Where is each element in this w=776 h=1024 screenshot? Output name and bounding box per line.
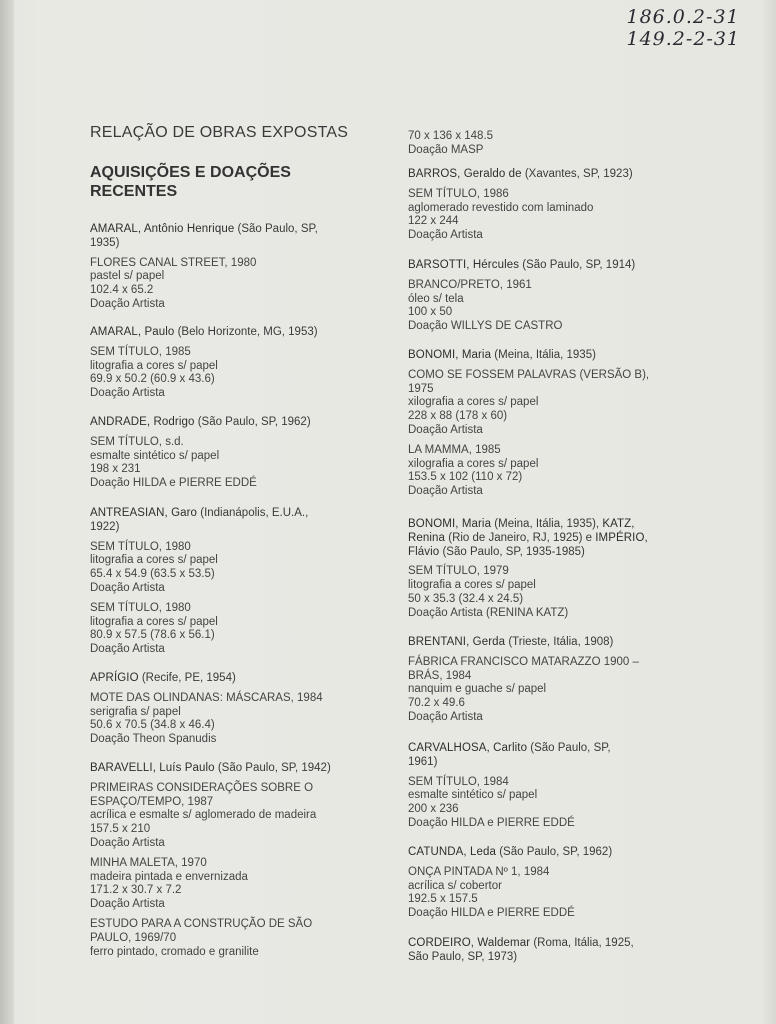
work-item: [90, 692, 370, 747]
work-donor: Doação Artista: [408, 423, 483, 436]
work-item: [90, 857, 370, 912]
artist-heading: [90, 507, 370, 535]
work-title: FÁBRICA FRANCISCO MATARAZZO 1900 –: [408, 655, 639, 668]
work-medium: litografia a cores s/ papel: [90, 615, 218, 628]
artist-entry: [408, 168, 688, 249]
work-dimensions: 100 x 50: [408, 306, 453, 319]
artist-info: 1935): [90, 236, 120, 249]
artist-entry: [90, 416, 370, 497]
work-item: [408, 369, 688, 438]
work-medium: esmalte sintético s/ papel: [90, 449, 220, 462]
artist-name: BRENTANI, Gerda: [408, 636, 506, 648]
artist-name: CARVALHOSA, Carlito: [408, 742, 528, 754]
work-donor: Doação Artista: [408, 229, 483, 242]
work-dimensions: 102.4 x 65.2: [90, 284, 154, 297]
work-title: SEM TÍTULO, 1984: [408, 775, 509, 788]
work-dimensions: 50 x 35.3 (32.4 x 24.5): [408, 592, 524, 605]
artist-heading: [408, 168, 688, 182]
catalog-mark-2: 149.2-2-31: [626, 28, 740, 50]
work-donor: Doação Artista: [408, 485, 483, 498]
artist-heading: [90, 672, 370, 686]
work-medium: litografia a cores s/ papel: [90, 359, 218, 372]
work-medium: madeira pintada e envernizada: [90, 870, 248, 883]
work-title: SEM TÍTULO, 1979: [408, 565, 509, 578]
work-dimensions: 70.2 x 49.6: [408, 697, 465, 710]
continued-entry: [408, 130, 688, 164]
artist-info: (Trieste, Itália, 1908): [505, 636, 614, 648]
artist-info: (São Paulo, SP, 1942): [214, 762, 331, 774]
artist-info: (São Paulo, SP,: [527, 742, 611, 754]
artist-heading: [90, 223, 370, 251]
work-item: [408, 279, 688, 334]
work-dimensions: 80.9 x 57.5 (78.6 x 56.1): [90, 629, 215, 642]
work-item: [90, 346, 370, 401]
work-dimensions: 228 x 88 (178 x 60): [408, 410, 508, 423]
work-dimensions: 65.4 x 54.9 (63.5 x 53.5): [90, 568, 215, 581]
artist-info: (Roma, Itália, 1925,: [530, 937, 634, 949]
work-title: ESTUDO PARA A CONSTRUÇÃO DE SÃO: [90, 917, 313, 930]
artist-entry: [408, 518, 688, 627]
work-title: MINHA MALETA, 1970: [90, 856, 207, 869]
work-dimensions: 192.5 x 157.5: [408, 893, 478, 906]
section-heading: AQUISIÇÕES E DOAÇÕES RECENTES: [90, 164, 291, 200]
artist-info: (Meina, Itália, 1935),: [491, 518, 603, 530]
artist-entry: [408, 742, 688, 837]
page-title: RELAÇÃO DE OBRAS EXPOSTAS: [90, 124, 349, 141]
work-donor: Doação MASP: [408, 143, 484, 156]
work-title: SEM TÍTULO, 1980: [90, 540, 191, 553]
work-title: SEM TÍTULO, 1980: [90, 601, 191, 614]
work-dimensions: 171.2 x 30.7 x 7.2: [90, 884, 182, 897]
work-item: [408, 866, 688, 921]
artist-info: (Recife, PE, 1954): [138, 672, 236, 684]
artist-name: CATUNDA, Leda: [408, 846, 497, 858]
work-item: [408, 130, 688, 158]
artist-info: 1922): [90, 520, 120, 533]
artist-name: BONOMI, Maria: [408, 518, 492, 530]
artist-name: ANTREASIAN, Garo: [90, 507, 198, 519]
artist-heading: [408, 742, 688, 770]
catalog-mark-1: 186.0.2-31: [626, 6, 740, 28]
artist-heading: [408, 518, 688, 559]
artist-entry: [408, 349, 688, 505]
artist-info: (São Paulo, SP, 1962): [496, 846, 613, 858]
work-dimensions: 69.9 x 50.2 (60.9 x 43.6): [90, 373, 215, 386]
artist-name: BARAVELLI, Luís Paulo: [90, 762, 215, 774]
work-medium: acrílica e esmalte s/ aglomerado de madeira: [90, 809, 317, 822]
work-medium: litografia a cores s/ papel: [90, 554, 218, 567]
work-medium: esmalte sintético s/ papel: [408, 789, 538, 802]
artist-name: AMARAL, Paulo: [90, 326, 175, 338]
work-item: [408, 188, 688, 243]
work-donor: Doação Artista: [90, 643, 165, 656]
artist-heading: [90, 762, 370, 776]
artist-name: Flávio: [408, 545, 440, 558]
work-medium: serigrafia s/ papel: [90, 705, 181, 718]
work-dimensions: 198 x 231: [90, 463, 141, 476]
artist-name: BONOMI, Maria: [408, 349, 492, 361]
artist-entry: [408, 259, 688, 340]
work-item: [408, 656, 688, 725]
work-title: COMO SE FOSSEM PALAVRAS (VERSÃO B),: [408, 368, 650, 381]
work-dimensions: 50.6 x 70.5 (34.8 x 46.4): [90, 719, 215, 732]
artist-entry: [90, 223, 370, 318]
work-item: [90, 257, 370, 312]
work-medium: xilografia a cores s/ papel: [408, 457, 539, 470]
artist-entry: [90, 762, 370, 965]
work-donor: Doação HILDA e PIERRE EDDÉ: [90, 477, 257, 490]
artist-info: (São Paulo, SP,: [234, 223, 318, 235]
work-title: ONÇA PINTADA Nº 1, 1984: [408, 865, 550, 878]
work-medium: aglomerado revestido com laminado: [408, 201, 594, 214]
artist-heading: [408, 846, 688, 860]
work-title: 1975: [408, 382, 434, 395]
work-donor: Doação Theon Spanudis: [90, 733, 217, 746]
artist-info: (São Paulo, SP, 1914): [519, 259, 636, 271]
work-title: BRÁS, 1984: [408, 669, 472, 682]
work-title: MOTE DAS OLINDANAS: MÁSCARAS, 1984: [90, 691, 323, 704]
artist-name: BARROS, Geraldo de: [408, 168, 522, 180]
artist-name: KATZ,: [602, 518, 635, 530]
work-item: [90, 436, 370, 491]
artist-info: (Indianápolis, E.U.A.,: [197, 507, 309, 519]
work-dimensions: 70 x 136 x 148.5: [408, 130, 494, 142]
work-donor: Doação Artista (RENINA KATZ): [408, 606, 569, 619]
work-dimensions: 153.5 x 102 (110 x 72): [408, 471, 523, 484]
artist-info: 1961): [408, 755, 438, 768]
artist-name: AMARAL, Antônio Henrique: [90, 223, 235, 235]
work-donor: Doação Artista: [408, 710, 483, 723]
work-dimensions: 200 x 236: [408, 803, 459, 816]
work-donor: Doação Artista: [90, 387, 165, 400]
work-medium: ferro pintado, cromado e granilite: [90, 945, 259, 958]
work-medium: acrílica s/ cobertor: [408, 879, 502, 892]
artist-name: APRÍGIO: [90, 672, 139, 684]
work-title: FLORES CANAL STREET, 1980: [90, 256, 257, 269]
work-dimensions: 122 x 244: [408, 215, 459, 228]
work-donor: Doação Artista: [90, 297, 165, 310]
artist-name: ANDRADE, Rodrigo: [90, 416, 195, 428]
artist-info: (Rio de Janeiro, RJ, 1925) e: [445, 531, 596, 544]
artist-entry: [90, 672, 370, 753]
work-item: [408, 444, 688, 499]
artist-heading: [408, 349, 688, 363]
work-donor: Doação WILLYS DE CASTRO: [408, 320, 563, 333]
work-title: BRANCO/PRETO, 1961: [408, 278, 532, 291]
artist-heading: [408, 259, 688, 273]
work-item: [408, 565, 688, 620]
work-item: [90, 918, 370, 959]
artist-heading: [90, 326, 370, 340]
artist-name: IMPÉRIO,: [595, 531, 648, 544]
artist-info: São Paulo, SP, 1973): [408, 950, 518, 963]
handwritten-catalog-marks: [627, 6, 741, 50]
artist-entry: [90, 326, 370, 407]
artist-name: Renina: [408, 531, 446, 544]
work-medium: pastel s/ papel: [90, 270, 165, 283]
work-item: [90, 782, 370, 851]
artist-entry: [408, 937, 688, 971]
work-title: ESPAÇO/TEMPO, 1987: [90, 795, 214, 808]
work-medium: óleo s/ tela: [408, 292, 464, 305]
work-item: [90, 602, 370, 657]
work-title: PAULO, 1969/70: [90, 931, 177, 944]
work-medium: xilografia a cores s/ papel: [408, 396, 539, 409]
artist-info: (Belo Horizonte, MG, 1953): [174, 326, 318, 338]
work-title: LA MAMMA, 1985: [408, 443, 501, 456]
artist-heading: [90, 416, 370, 430]
artist-info: (Xavantes, SP, 1923): [521, 168, 633, 180]
binding-edge: [0, 0, 14, 1024]
work-item: [90, 541, 370, 596]
work-title: SEM TÍTULO, s.d.: [90, 435, 184, 448]
artist-name: CORDEIRO, Waldemar: [408, 937, 531, 949]
work-title: PRIMEIRAS CONSIDERAÇÕES SOBRE O: [90, 781, 314, 794]
work-medium: litografia a cores s/ papel: [408, 579, 536, 592]
work-title: SEM TÍTULO, 1985: [90, 345, 191, 358]
work-donor: Doação Artista: [90, 581, 165, 594]
artist-entry: [90, 507, 370, 663]
artist-info: (Meina, Itália, 1935): [491, 349, 596, 361]
work-title: SEM TÍTULO, 1986: [408, 187, 509, 200]
artist-heading: [408, 937, 688, 965]
work-donor: Doação Artista: [90, 898, 165, 911]
work-donor: Doação Artista: [90, 836, 165, 849]
artist-entry: [408, 846, 688, 927]
artist-name: BARSOTTI, Hércules: [408, 259, 520, 271]
work-donor: Doação HILDA e PIERRE EDDÉ: [408, 907, 575, 920]
artist-info: (São Paulo, SP, 1935-1985): [439, 545, 585, 558]
artist-info: (São Paulo, SP, 1962): [194, 416, 311, 428]
work-dimensions: 157.5 x 210: [90, 823, 151, 836]
work-medium: nanquim e guache s/ papel: [408, 683, 547, 696]
work-donor: Doação HILDA e PIERRE EDDÉ: [408, 816, 575, 829]
artist-entry: [408, 636, 688, 731]
work-item: [408, 776, 688, 831]
artist-heading: [408, 636, 688, 650]
